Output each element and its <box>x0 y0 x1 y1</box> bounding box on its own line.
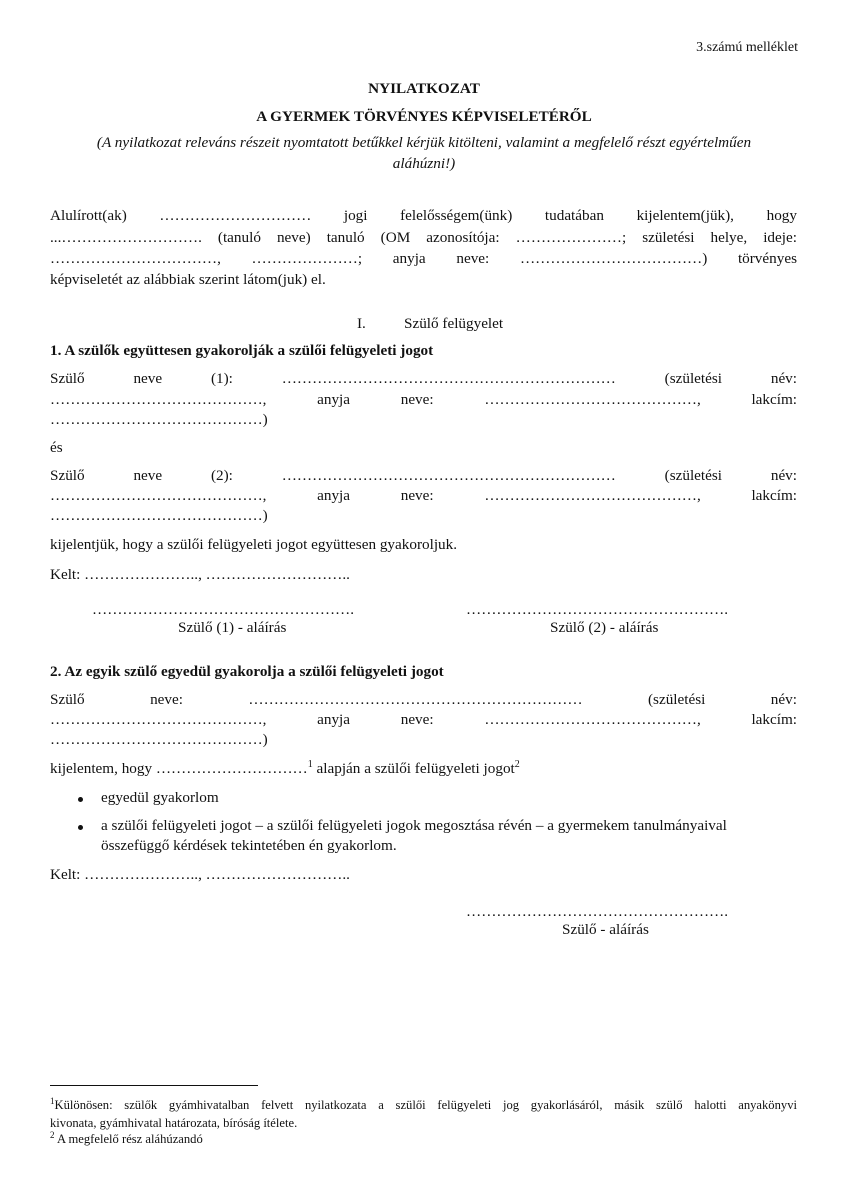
parent1-birth-name-field[interactable]: ……………………………………, <box>50 391 267 408</box>
word: (tanuló <box>217 229 261 246</box>
intro-line-1 <box>50 207 797 225</box>
word: kijelentem(jük), <box>636 207 734 224</box>
signature-line-parent2[interactable]: ……………………………………………. <box>466 601 728 618</box>
word: neve: <box>400 487 434 504</box>
signature-label-parent: Szülő - aláírás <box>562 921 649 938</box>
birth-date-field[interactable]: …………………; <box>251 250 363 267</box>
signature-label-parent2: Szülő (2) - aláírás <box>550 619 659 636</box>
om-id-field[interactable]: …………………; <box>515 229 627 246</box>
word: neve <box>133 370 163 387</box>
parent2-birth-name-field[interactable]: ……………………………………, <box>50 487 267 504</box>
word: tanuló <box>326 229 365 246</box>
word: (születési <box>664 370 723 387</box>
intro-line-2 <box>50 229 797 247</box>
footnote-separator <box>50 1085 258 1086</box>
word: Szülő <box>50 370 85 387</box>
word: tudatában <box>544 207 604 224</box>
legal-basis-field[interactable]: kijelentem, hogy ………………………… <box>50 760 308 777</box>
declaration-text: alapján a szülői felügyeleti jogot <box>312 760 515 777</box>
word: név: <box>770 691 797 708</box>
parent2-mother-name-field[interactable]: ……………………………………, <box>484 487 701 504</box>
word: Alulírott(ak) <box>50 207 127 224</box>
word: (2): <box>210 467 233 484</box>
section-roman-numeral: I. <box>357 315 366 332</box>
signature-label-parent1: Szülő (1) - aláírás <box>178 619 287 636</box>
option-sole-custody[interactable]: egyedül gyakorlom <box>101 789 219 806</box>
word: azonosítója: <box>426 229 500 246</box>
word: hogy <box>766 207 797 224</box>
word: neve: <box>150 691 183 708</box>
word: neve <box>133 467 163 484</box>
footnote-1-line2: kivonata, gyámhivatal határozata, bíróság ítélete. <box>50 1116 298 1130</box>
bullet-icon <box>78 797 83 802</box>
footnote-2-text: A megfelelő rész aláhúzandó <box>54 1132 203 1146</box>
signature-line-parent[interactable]: ……………………………………………. <box>466 903 728 920</box>
word: ideje: <box>763 229 797 246</box>
option-shared-custody-line2[interactable]: összefüggő kérdések tekintetében én gyakorlom. <box>101 837 397 854</box>
word: anyja <box>392 250 426 267</box>
parent1-address-field[interactable]: ……………………………………) <box>50 411 268 428</box>
mother-name-field[interactable]: ………………………………) <box>519 250 708 267</box>
part1-kelt-field[interactable]: Kelt: ………………….., ……………………….. <box>50 566 350 583</box>
parent1-name-field[interactable]: ………………………………………………………… <box>281 370 616 387</box>
word: Szülő <box>50 691 85 708</box>
student-name-field[interactable]: ...………………………. <box>50 229 202 246</box>
word: név: <box>770 467 797 484</box>
footnote-1-line1 <box>50 1095 797 1113</box>
word: anyja <box>317 711 351 728</box>
annex-label: 3.számú melléklet <box>696 40 798 55</box>
part1-declaration: kijelentjük, hogy a szülői felügyeleti jogot együttesen gyakoroljuk. <box>50 536 458 553</box>
part2-heading: 2. Az egyik szülő egyedül gyakorolja a szülői felügyeleti jogot <box>50 663 444 680</box>
instruction-line-2: aláhúzni!) <box>392 155 456 172</box>
word: neve) <box>276 229 311 246</box>
document-title: NYILATKOZAT <box>368 80 480 97</box>
parent-mother-name-field[interactable]: ……………………………………, <box>484 711 701 728</box>
section-title: Szülő felügyelet <box>404 315 504 332</box>
word: neve: <box>400 391 434 408</box>
word: felelősségem(ünk) <box>400 207 513 224</box>
part1-parent2-line2 <box>50 487 797 505</box>
footnote-ref-2[interactable]: 2 <box>514 758 520 770</box>
footnote-1-text: Különösen: szülők gyámhivatalban felvett nyilatkozata a szülői felügyeleti jog gyakorlásáról, másik szülő halotti anyakönyvi <box>54 1098 797 1112</box>
parent2-name-field[interactable]: ………………………………………………………… <box>281 467 616 484</box>
part2-parent-line1 <box>50 691 797 709</box>
parent1-mother-name-field[interactable]: ……………………………………, <box>484 391 701 408</box>
parent2-address-field[interactable]: ……………………………………) <box>50 507 268 524</box>
part2-kelt-field[interactable]: Kelt: ………………….., ……………………….. <box>50 866 350 883</box>
word: (születési <box>647 691 706 708</box>
word: Szülő <box>50 467 85 484</box>
word: (OM <box>380 229 411 246</box>
word: jogi <box>343 207 368 224</box>
bullet-icon <box>78 825 83 830</box>
and-word: és <box>50 439 63 456</box>
word: törvényes <box>737 250 797 267</box>
instruction-line-1: (A nyilatkozat releváns részeit nyomtatott betűkkel kérjük kitölteni, valamint a megfelelő részt egyértelműen <box>96 134 752 151</box>
part1-parent1-line2 <box>50 391 797 409</box>
parent-name-field[interactable]: ………………………………………………………… <box>248 691 583 708</box>
intro-line-3 <box>50 250 797 268</box>
parent-birth-name-field[interactable]: ……………………………………, <box>50 711 267 728</box>
word: neve: <box>400 711 434 728</box>
signature-line-parent1[interactable]: ……………………………………………. <box>92 601 354 618</box>
option-shared-custody-line1[interactable]: a szülői felügyeleti jogot – a szülői felügyeleti jogok megosztása révén – a gyermekem tanulmányaival <box>101 817 727 834</box>
part1-parent2-line1 <box>50 467 797 485</box>
part1-parent1-line1 <box>50 370 797 388</box>
parent-address-field[interactable]: ……………………………………) <box>50 731 268 748</box>
word: lakcím: <box>751 711 797 728</box>
word: (születési <box>664 467 723 484</box>
word: neve: <box>456 250 490 267</box>
document-subtitle: A GYERMEK TÖRVÉNYES KÉPVISELETÉRŐL <box>256 108 592 125</box>
footnote-ref-1[interactable]: 1 <box>307 758 313 770</box>
word: anyja <box>317 391 351 408</box>
word: lakcím: <box>751 487 797 504</box>
intro-line-4: képviseletét az alábbiak szerint látom(juk) el. <box>50 271 326 288</box>
part2-parent-line2 <box>50 711 797 729</box>
footnote-mark-1: 1 <box>50 1095 55 1106</box>
part2-declaration <box>50 760 797 778</box>
word: anyja <box>317 487 351 504</box>
word: helye, <box>710 229 748 246</box>
part1-heading: 1. A szülők együttesen gyakorolják a szülői felügyeleti jogot <box>50 342 434 359</box>
declarant-name-field[interactable]: ………………………… <box>159 207 312 224</box>
birth-place-field[interactable]: ……………………………, <box>50 250 221 267</box>
footnote-2 <box>50 1129 797 1147</box>
word: születési <box>642 229 695 246</box>
word: lakcím: <box>751 391 797 408</box>
word: (1): <box>210 370 233 387</box>
footnote-mark-2: 2 <box>50 1129 55 1140</box>
word: név: <box>770 370 797 387</box>
